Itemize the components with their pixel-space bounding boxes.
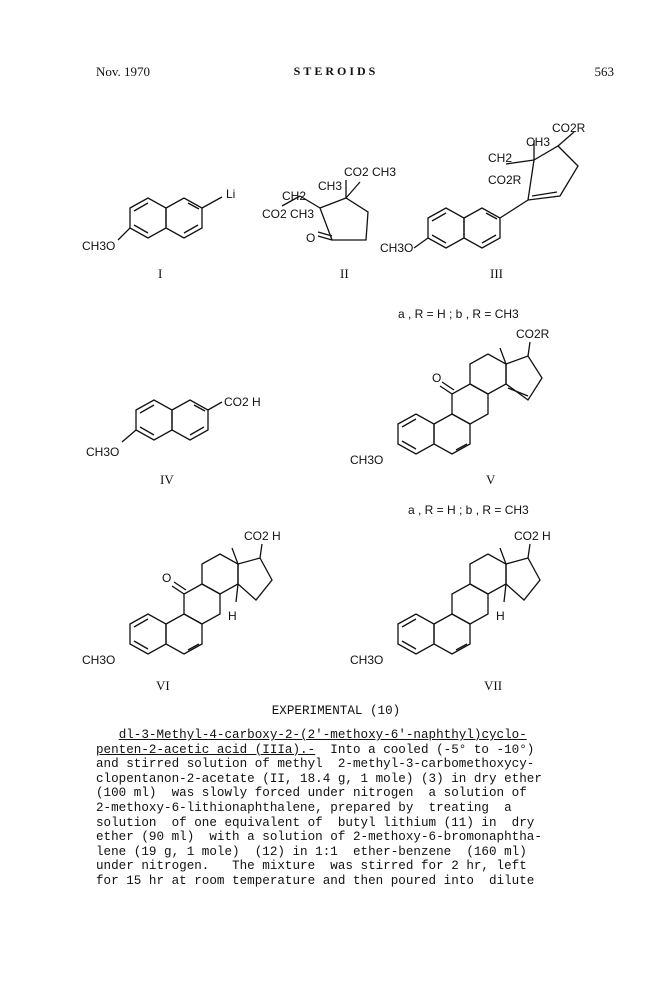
label-co2h: CO2 H	[244, 529, 281, 543]
header-page-number: 563	[594, 64, 614, 79]
label-co2h: CO2 H	[224, 395, 261, 409]
label-co2h: CO2 H	[514, 529, 551, 543]
structure-IV	[86, 395, 261, 487]
structure-III	[380, 121, 586, 281]
body-line: for 15 hr at room temperature and then poured into dilute	[96, 873, 535, 888]
label-ch3o: CH3O	[82, 653, 116, 667]
experimental-text	[96, 728, 596, 889]
r-definition: a , R = H ; b , R = CH3	[408, 503, 529, 517]
compound-label-IV: IV	[160, 472, 174, 487]
body-line: solution of one equivalent of butyl lithium (11) in dry	[96, 815, 535, 830]
label-ch3o: CH3O	[86, 445, 120, 459]
label-o: O	[432, 371, 442, 385]
label-o: O	[162, 571, 172, 585]
compound-label-VI: VI	[156, 678, 170, 693]
structure-I	[82, 187, 235, 281]
body-line: Into a cooled (-5° to -10°)	[315, 742, 535, 757]
compound-label-V: V	[486, 472, 496, 487]
procedure-title-cont: penten-2-acetic acid (IIIa).-	[96, 742, 316, 757]
label-co2r: CO2R	[552, 121, 586, 135]
header-date: Nov. 1970	[96, 64, 151, 79]
compound-label-I: I	[158, 266, 163, 281]
body-line: under nitrogen. The mixture was stirred for 2 hr, left	[96, 859, 527, 874]
label-co2ch3: CO2 CH3	[344, 165, 397, 179]
r-definition: a , R = H ; b , R = CH3	[398, 307, 519, 321]
header-journal: STEROIDS	[293, 64, 379, 78]
body-line: 2-methoxy-6-lithionaphthalene, prepared by treating a	[96, 800, 512, 815]
label-co2ch3: CO2 CH3	[262, 207, 315, 221]
label-ch3o: CH3O	[350, 653, 384, 667]
body-line: (100 ml) was slowly forced under nitrogen a solution of	[96, 786, 527, 801]
structure-VII	[350, 529, 551, 693]
experimental-heading: EXPERIMENTAL (10)	[271, 704, 401, 718]
compound-label-III: III	[490, 266, 503, 281]
label-ch3o: CH3O	[350, 453, 384, 467]
structure-VI	[82, 529, 281, 693]
label-ch3o: CH3O	[380, 241, 414, 255]
label-h: H	[496, 609, 505, 623]
procedure-title: dl-3-Methyl-4-carboxy-2-(2'-methoxy-6'-naphthyl)cyclo-	[118, 728, 527, 742]
label-ch3: CH3	[318, 179, 343, 193]
label-h: H	[228, 609, 237, 623]
body-line: clopentanon-2-acetate (II, 18.4 g, 1 mole) (3) in dry ether	[96, 771, 542, 786]
compound-label-VII: VII	[484, 678, 503, 693]
label-li: Li	[226, 187, 236, 201]
label-co2r: CO2R	[488, 173, 522, 187]
label-ch3: CH3	[526, 135, 551, 149]
structure-II	[262, 165, 396, 281]
structure-V	[350, 327, 550, 487]
label-ch2: CH2	[488, 151, 513, 165]
label-ch2: CH2	[282, 189, 307, 203]
label-co2r: CO2R	[516, 327, 550, 341]
compound-label-II: II	[340, 266, 349, 281]
label-ch3o: CH3O	[82, 239, 116, 253]
body-line: and stirred solution of methyl 2-methyl-3-carbomethoxycy-	[96, 757, 535, 772]
body-line: lene (19 g, 1 mole) (12) in 1:1 ether-benzene (160 ml)	[96, 844, 527, 859]
body-line: ether (90 ml) with a solution of 2-methoxy-6-bromonaphtha-	[96, 830, 542, 845]
label-o: O	[306, 231, 316, 245]
